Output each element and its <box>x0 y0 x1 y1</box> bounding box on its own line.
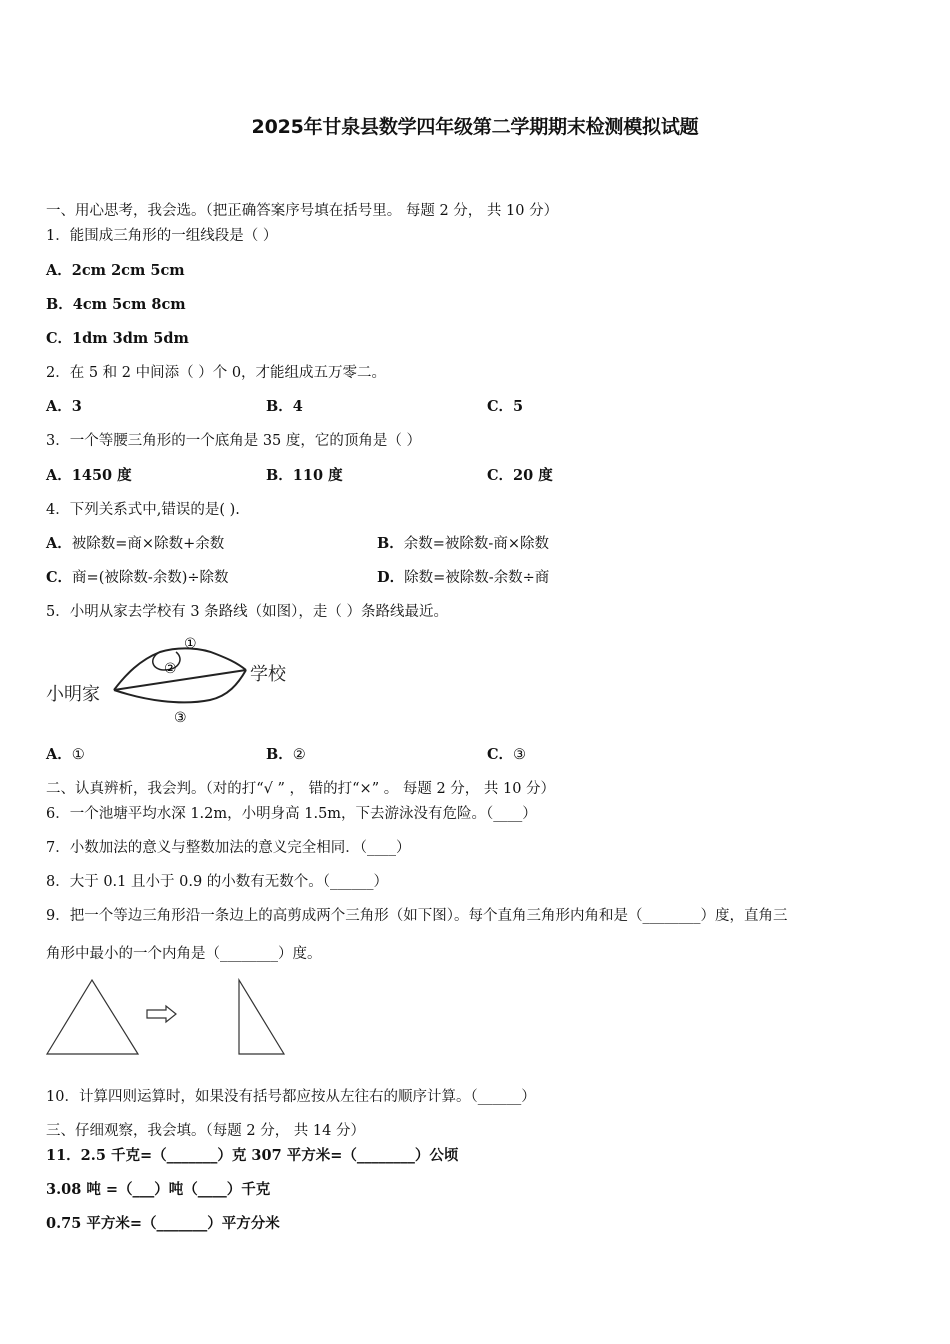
q2-option-b[interactable] <box>266 397 303 417</box>
section-2-heading: 二、认真辨析，我会判。（对的打“√ ” ， 错的打“×” 。 每题 2 分， 共 10 分） <box>46 781 556 797</box>
q1-option-b[interactable] <box>46 295 186 315</box>
q1-option-a[interactable] <box>46 261 185 281</box>
q5-option-b[interactable] <box>266 745 306 765</box>
option-label: A． <box>46 398 72 415</box>
right-triangle <box>239 980 284 1054</box>
option-text: 4cm 5cm 8cm <box>72 296 186 313</box>
triangle-cut-figure <box>44 975 294 1060</box>
question-3: 3．一个等腰三角形的一个底角是 35 度，它的顶角是（ ） <box>46 433 422 449</box>
q5-option-c[interactable] <box>487 745 526 765</box>
question-7: 7．小数加法的意义与整数加法的意义完全相同．（____） <box>46 840 411 856</box>
q4-option-b[interactable] <box>377 534 549 554</box>
question-11-line-3: 0.75 平方米=（_______）平方分米 <box>46 1215 280 1232</box>
q5-option-a[interactable] <box>46 745 85 765</box>
q4-option-c[interactable] <box>46 568 229 588</box>
option-label: B． <box>377 535 404 552</box>
question-10: 10．计算四则运算时，如果没有括号都应按从左往右的顺序计算。（______） <box>46 1089 536 1105</box>
route-1-marker: ① <box>184 636 197 652</box>
option-text: 除数=被除数-余数÷商 <box>404 570 550 586</box>
question-9-line-1: 9．把一个等边三角形沿一条边上的高剪成两个三角形（如下图）。每个直角三角形内角和是（________）度，直角三 <box>46 908 788 924</box>
option-text: 20 度 <box>513 467 553 484</box>
q4-option-a[interactable] <box>46 534 224 554</box>
q2-option-c[interactable] <box>487 397 523 417</box>
option-label: B． <box>46 296 73 313</box>
option-label: A． <box>46 746 72 763</box>
home-label: 小明家 <box>46 684 100 705</box>
section-1-heading: 一、用心思考，我会选。（把正确答案序号填在括号里。 每题 2 分， 共 10 分） <box>46 203 559 219</box>
option-text: 1450 度 <box>71 467 132 484</box>
option-label: B． <box>266 398 293 415</box>
route-2-path <box>114 670 246 690</box>
question-11-line-1: 11．2.5 千克=（_______）克 307 平方米=（________）公顷 <box>46 1147 459 1164</box>
question-9-line-2: 角形中最小的一个内角是（________）度。 <box>46 946 322 962</box>
option-text: ① <box>71 747 85 763</box>
option-text: 被除数=商×除数+余数 <box>71 536 225 552</box>
q1-option-c[interactable] <box>46 329 189 349</box>
question-2: 2．在 5 和 2 中间添（ ）个 0，才能组成五万零二。 <box>46 365 387 381</box>
option-text: 余数=被除数-商×除数 <box>403 536 549 552</box>
option-label: C． <box>487 746 514 763</box>
route-3-marker: ③ <box>174 710 187 726</box>
question-6: 6．一个池塘平均水深 1.2m，小明身高 1.5m，下去游泳没有危险。（____） <box>46 806 537 822</box>
q3-option-c[interactable] <box>487 466 553 486</box>
option-label: C． <box>46 569 73 586</box>
option-label: B． <box>266 746 293 763</box>
section-3-heading: 三、仔细观察，我会填。（每题 2 分， 共 14 分） <box>46 1123 365 1139</box>
route-1-path <box>114 648 246 690</box>
school-label: 学校 <box>250 664 286 685</box>
route-2-marker: ② <box>164 661 177 677</box>
page-title: 2025年甘泉县数学四年级第二学期期末检测模拟试题 <box>251 116 699 138</box>
option-text: 110 度 <box>292 467 343 484</box>
option-label: A． <box>46 262 72 279</box>
question-1: 1．能围成三角形的一组线段是（ ） <box>46 228 278 244</box>
q4-option-d[interactable] <box>377 568 549 588</box>
option-label: A． <box>46 467 72 484</box>
option-text: 5 <box>513 398 524 415</box>
option-text: 商=(被除数-余数)÷除数 <box>72 570 229 586</box>
equilateral-triangle <box>47 980 138 1054</box>
option-text: 2cm 2cm 5cm <box>71 262 185 279</box>
option-label: C． <box>487 398 514 415</box>
question-11-line-2: 3.08 吨 =（___）吨（____）千克 <box>46 1181 271 1198</box>
question-5: 5．小明从家去学校有 3 条路线（如图），走（ ）条路线最近。 <box>46 604 449 620</box>
option-label: D． <box>377 569 405 586</box>
question-4: 4．下列关系式中,错误的是( ). <box>46 502 240 518</box>
option-label: C． <box>46 330 73 347</box>
option-text: 4 <box>292 398 303 415</box>
route-map-figure <box>40 630 310 730</box>
option-text: 3 <box>71 398 82 415</box>
q3-option-a[interactable] <box>46 466 132 486</box>
question-8: 8．大于 0.1 且小于 0.9 的小数有无数个。（______） <box>46 874 389 890</box>
option-label: B． <box>266 467 293 484</box>
option-label: C． <box>487 467 514 484</box>
q3-option-b[interactable] <box>266 466 343 486</box>
option-label: A． <box>46 535 72 552</box>
option-text: ③ <box>513 747 527 763</box>
q2-option-a[interactable] <box>46 397 82 417</box>
option-text: 1dm 3dm 5dm <box>72 330 189 347</box>
arrow-icon <box>147 1006 176 1022</box>
option-text: ② <box>292 747 306 763</box>
